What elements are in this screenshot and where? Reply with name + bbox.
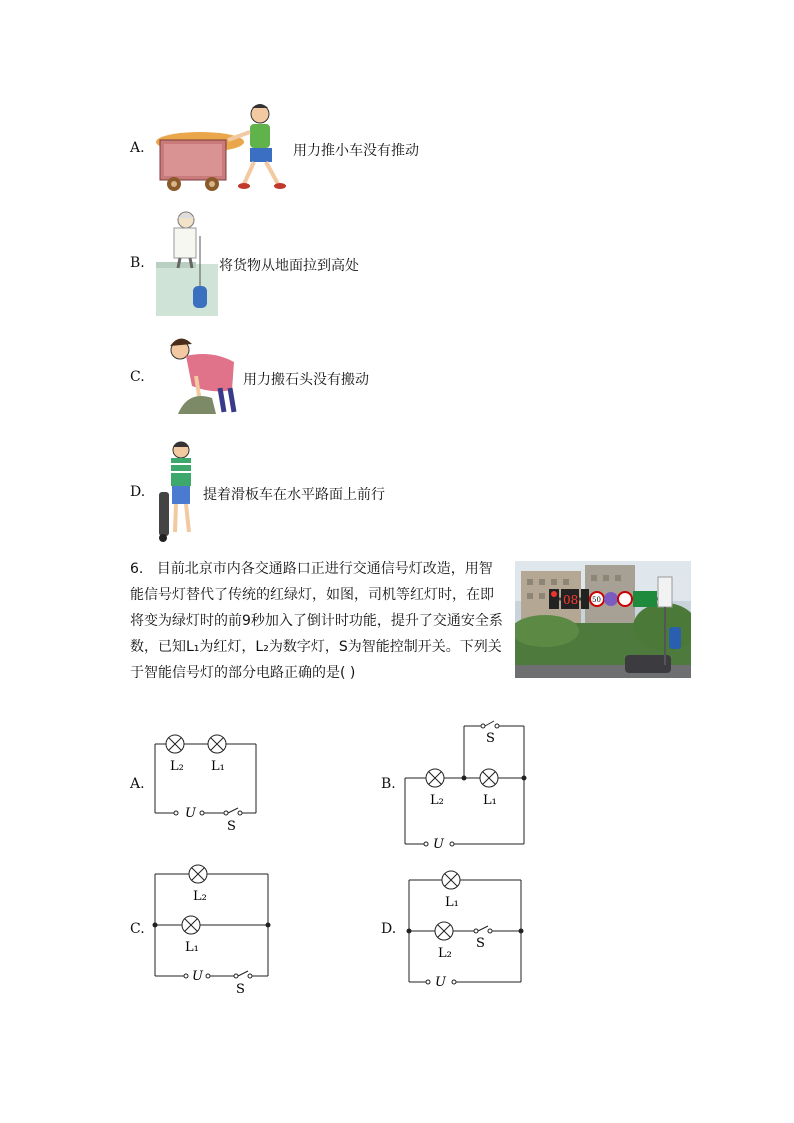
switch-label: S — [236, 982, 245, 997]
option-b-letter: B. — [130, 255, 145, 271]
circuit-d-letter: D. — [381, 921, 397, 937]
question-line-3: 将变为绿灯时的前9秒加入了倒计时功能，提升了交通安全系 — [130, 613, 503, 629]
lamp-label: L₁ — [445, 895, 459, 910]
option-c-letter: C. — [130, 369, 145, 385]
option-d-letter: D. — [130, 484, 146, 500]
circuit-c-letter: C. — [130, 921, 145, 937]
source-label: U — [185, 806, 196, 821]
lift-stone-illustration — [160, 336, 240, 418]
switch-label: S — [486, 731, 495, 746]
lamp-icon — [182, 916, 200, 934]
lamp-label: L₁ — [483, 793, 497, 808]
option-a-letter: A. — [130, 140, 145, 156]
carry-scooter-illustration — [157, 440, 201, 544]
lamp-icon — [435, 922, 453, 940]
circuit-b-letter: B. — [381, 776, 396, 792]
source-label: U — [192, 969, 203, 984]
question-6 — [130, 556, 510, 686]
question-line-4: 数，已知L₁为红灯，L₂为数字灯，S为智能控制开关。下列关 — [130, 639, 502, 655]
question-line-1: 目前北京市内各交通路口正进行交通信号灯改造，用智 — [156, 561, 493, 577]
lamp-label: L₁ — [185, 940, 199, 955]
circuit-c-diagram — [150, 860, 274, 1000]
lamp-label: L₂ — [170, 759, 184, 774]
lamp-icon — [189, 865, 207, 883]
lamp-icon — [166, 735, 184, 753]
speed-limit-sign: 50 — [592, 596, 601, 604]
lamp-label: L₁ — [211, 759, 225, 774]
source-label: U — [433, 837, 444, 852]
question-line-5: 于智能信号灯的部分电路正确的是( ) — [130, 665, 356, 681]
option-b-text: 将货物从地面拉到高处 — [219, 258, 359, 274]
lamp-icon — [442, 871, 460, 889]
lamp-icon — [208, 735, 226, 753]
lamp-label: L₂ — [438, 946, 452, 961]
question-number: 6. — [130, 561, 144, 577]
switch-label: S — [476, 936, 485, 951]
option-d-text: 提着滑板车在水平路面上前行 — [203, 487, 385, 503]
option-c-text: 用力搬石头没有搬动 — [243, 372, 369, 388]
lamp-icon — [426, 769, 444, 787]
circuit-b-diagram — [400, 716, 530, 856]
traffic-light-photo — [515, 561, 691, 678]
lamp-label: L₂ — [430, 793, 444, 808]
push-cart-illustration — [152, 100, 292, 192]
countdown-digits: 08 — [563, 593, 579, 607]
pull-goods-illustration — [156, 208, 218, 316]
circuit-d-diagram — [404, 866, 528, 998]
circuit-a-diagram — [150, 730, 262, 834]
question-line-2: 能信号灯替代了传统的红绿灯，如图，司机等红灯时，在即 — [130, 587, 494, 603]
lamp-label: L₂ — [193, 889, 207, 904]
circuit-a-letter: A. — [130, 776, 145, 792]
lamp-icon — [480, 769, 498, 787]
source-label: U — [435, 975, 446, 990]
option-a-text: 用力推小车没有推动 — [293, 143, 419, 159]
switch-label: S — [227, 819, 236, 834]
